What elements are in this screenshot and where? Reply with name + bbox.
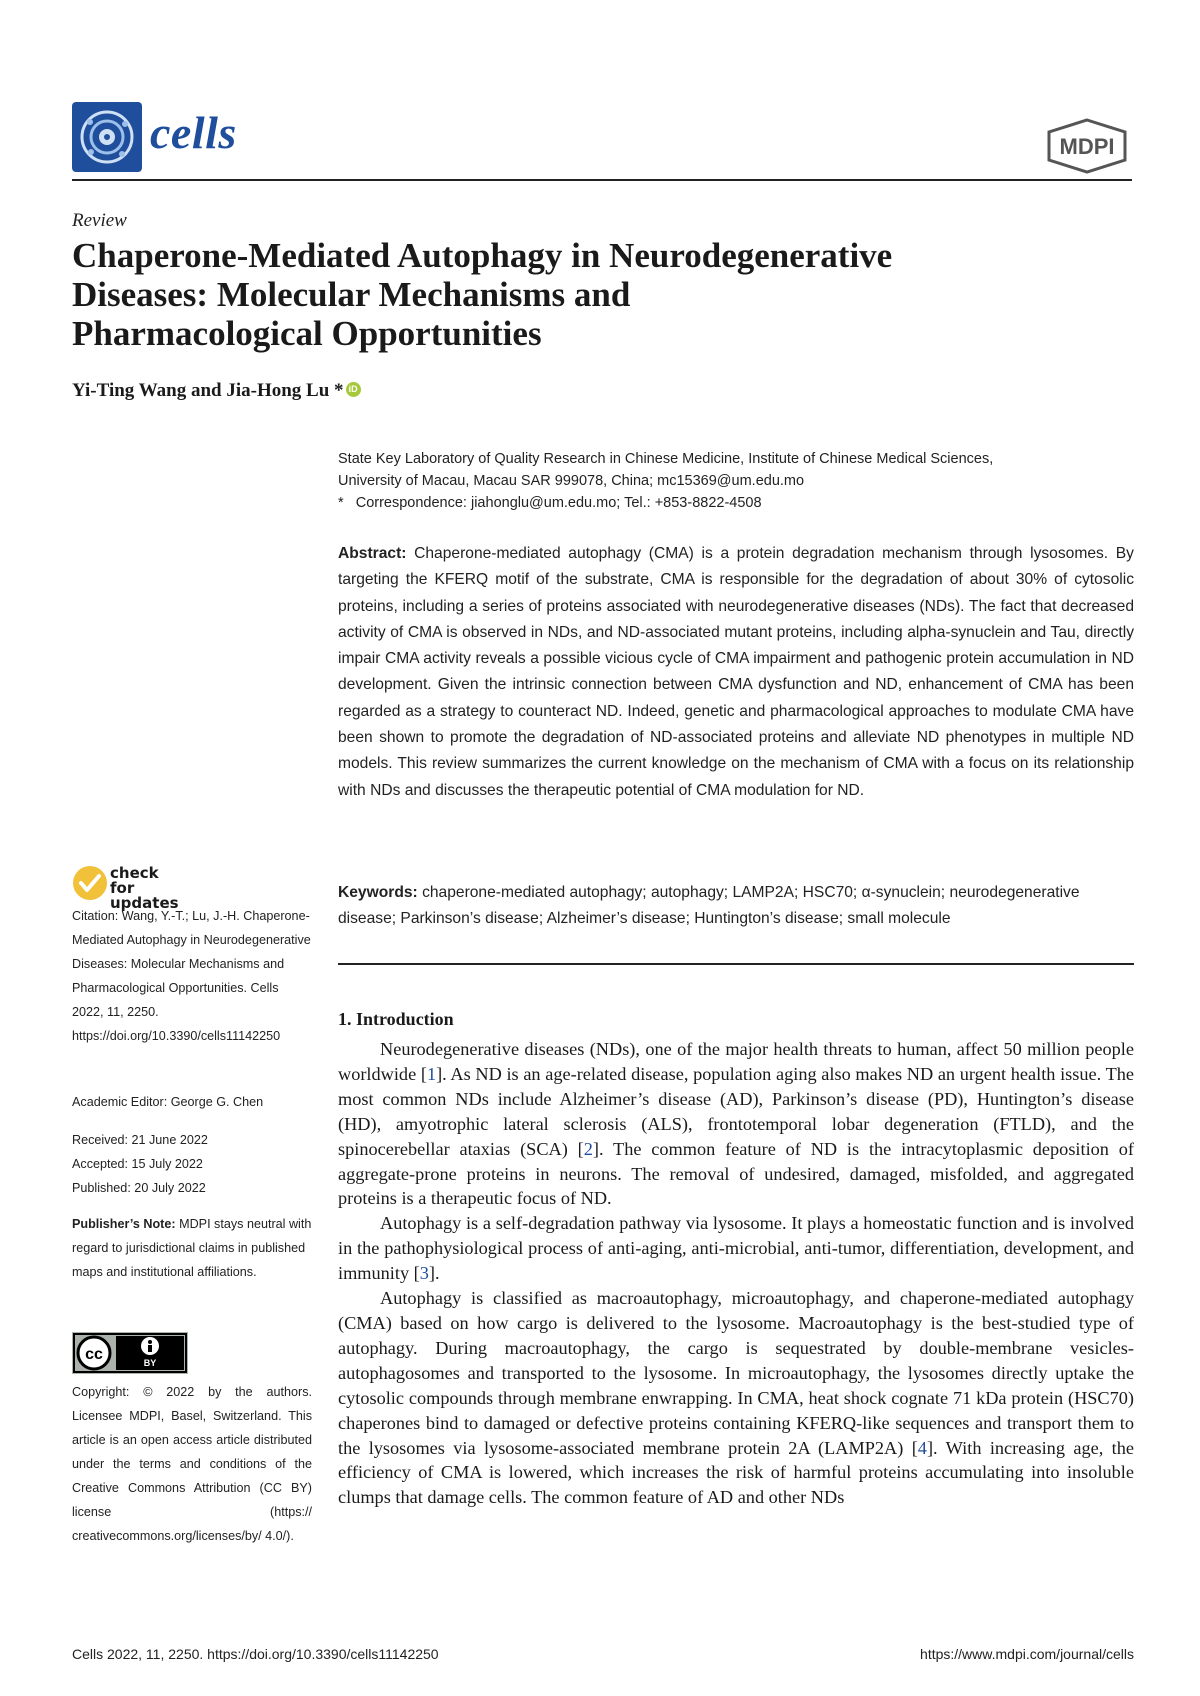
author-list xyxy=(72,380,361,402)
reference-link[interactable]: 2 xyxy=(583,1138,593,1159)
cc-by-license-icon[interactable] xyxy=(72,1332,188,1374)
publisher-note-text: MDPI stays neutral with regard to jurisdictional claims in published maps and institutional affiliations. xyxy=(72,1217,312,1279)
body-paragraph xyxy=(338,1037,1134,1211)
footer-journal-link[interactable]: https://www.mdpi.com/journal/cells xyxy=(920,1646,1134,1662)
journal-name: cells xyxy=(150,107,237,158)
check-for-updates-icon xyxy=(72,865,108,901)
title-line: Chaperone-Mediated Autophagy in Neurodegenerative xyxy=(72,236,893,275)
reference-link[interactable]: 4 xyxy=(917,1437,927,1458)
citation-block: Citation: Wang, Y.-T.; Lu, J.-H. Chaperone-Mediated Autophagy in Neurodegenerative Diseases: Molecular Mechanisms and Pharmacological Opportunities. Cells 2022, 11, 2250. https://doi.org/10.3390/cells11142250 xyxy=(72,909,311,1043)
keywords-label: Keywords: xyxy=(338,884,418,901)
published-date: Published: 20 July 2022 xyxy=(72,1181,206,1195)
orcid-icon[interactable]: iD xyxy=(346,382,361,397)
paragraph-text: Autophagy is classified as macroautophagy, microautophagy, and chaperone-mediated autophagy (CMA) based on how cargo is delivered to the lysosome. Macroautophagy is the best-studied type of autophagy. During macroautophagy, the cargo is sequestrated by double-membrane vesicles-autophagosomes and transported to the lysosome. In microautophagy, the lysosomes directly uptake the cytosolic compounds through membrane enwrapping. In CMA, heat shock cognate 71 kDa protein (HSC70) chaperones bind to damaged or defective proteins containing KFERQ-like sequences and transport them to the lysosomes via lysosome-associated membrane protein 2A (LAMP2A) [ xyxy=(338,1288,1134,1458)
authors-text: Yi-Ting Wang and Jia-Hong Lu * xyxy=(72,380,344,401)
abstract-label: Abstract: xyxy=(338,545,407,562)
by-text: BY xyxy=(143,1358,157,1368)
keywords-text: chaperone-mediated autophagy; autophagy; LAMP2A; HSC70; α-synuclein; neurodegenerative disease; Parkinson’s disease; Alzheimer’s disease; Huntington’s disease; small molecule xyxy=(338,884,1080,928)
received-date: Received: 21 June 2022 xyxy=(72,1133,208,1147)
paragraph-text: ]. xyxy=(428,1263,440,1284)
paragraph-text: ]. As ND is an age-related disease, population aging also makes ND an urgent health issue. The most common NDs include Alzheimer’s disease (AD), Parkinson’s disease (PD), Huntington’s disease (HD), amyotrophic lateral sclerosis (ALS), frontotemporal lobar degeneration (FTLD), and the spinocerebellar ataxias (SCA) [ xyxy=(338,1063,1134,1159)
article-type: Review xyxy=(72,210,127,231)
publisher-note-label: Publisher’s Note: xyxy=(72,1217,176,1231)
copyright-notice: Copyright: © 2022 by the authors. Licensee MDPI, Basel, Switzerland. This article is an open access article distributed under the terms and conditions of the Creative Commons Attribution (CC BY) license (https:// creativecommons.org/licenses/by/ 4.0/). xyxy=(72,1385,312,1543)
academic-editor: Academic Editor: George G. Chen xyxy=(72,1095,264,1109)
check-line-1: check for xyxy=(110,864,159,897)
keywords xyxy=(338,880,1134,933)
section-divider xyxy=(338,963,1134,965)
title-line: Pharmacological Opportunities xyxy=(72,314,542,353)
correspondence: * Correspondence: jiahonglu@um.edu.mo; Tel.: +853-8822-4508 xyxy=(338,495,762,511)
section-heading: 1. Introduction xyxy=(338,1009,454,1029)
body-paragraph xyxy=(338,1286,1134,1510)
publication-dates xyxy=(72,1128,312,1200)
body-paragraph xyxy=(338,1211,1134,1286)
paragraph-text: Neurodegenerative diseases (NDs), one of the major health threats to human, affect 50 million people worldwide [ xyxy=(338,1039,1134,1084)
affiliations xyxy=(338,448,1134,514)
publisher-note xyxy=(72,1212,312,1284)
paragraph-text: ]. The common feature of ND is the intracytoplasmic deposition of aggregate-prone proteins in neurons. The removal of undesired, damaged, misfolded, and aggregated proteins is a therapeutic focus of ND. xyxy=(338,1138,1135,1209)
article-title xyxy=(72,236,1072,353)
check-for-updates-badge[interactable] xyxy=(72,864,184,912)
affiliation-line: State Key Laboratory of Quality Research in Chinese Medicine, Institute of Chinese Medical Sciences, xyxy=(338,451,994,467)
title-line: Diseases: Molecular Mechanisms and xyxy=(72,275,631,314)
reference-link[interactable]: 3 xyxy=(419,1263,429,1284)
accepted-date: Accepted: 15 July 2022 xyxy=(72,1157,203,1171)
publisher-logo-text: MDPI xyxy=(1059,134,1115,159)
cc-text: cc xyxy=(85,1346,103,1363)
mdpi-publisher-logo-icon xyxy=(1043,118,1131,174)
affiliation-line: University of Macau, Macau SAR 999078, China; mc15369@um.edu.mo xyxy=(338,473,805,489)
header-divider xyxy=(72,179,1132,181)
abstract xyxy=(338,541,1134,804)
cells-journal-logo-icon xyxy=(72,102,154,172)
introduction-body xyxy=(338,1037,1134,1510)
check-line-2: updates xyxy=(110,894,179,912)
paragraph-text: Autophagy is a self-degradation pathway via lysosome. It plays a homeostatic function and is involved in the pathophysiological process of anti-aging, anti-microbial, anti-tumor, differentiation, development, and immunity [ xyxy=(338,1213,1134,1284)
abstract-text: Chaperone-mediated autophagy (CMA) is a protein degradation mechanism through lysosomes. By targeting the KFERQ motif of the substrate, CMA is responsible for the degradation of about 30% of cytosolic proteins, including a series of proteins associated with neurodegenerative diseases (NDs). The fact that decreased activity of CMA is observed in NDs, and ND-associated mutant proteins, including alpha-synuclein and Tau, directly impair CMA activity reveals a possible vicious cycle of CMA impairment and pathogenic protein accumulation in ND development. Given the intrinsic connection between CMA dysfunction and ND, enhancement of CMA has been regarded as a strategy to counteract ND. Indeed, genetic and pharmacological approaches to modulate CMA have been shown to promote the degradation of ND-associated proteins and alleviate ND phenotypes in multiple ND models. This review summarizes the current knowledge on the mechanism of CMA with a focus on its relationship with NDs and discusses the therapeutic potential of CMA modulation for ND. xyxy=(338,545,1134,799)
paragraph-text: ]. With increasing age, the efficiency of CMA is lowered, which increases the risk of harmful proteins accumulating into insoluble clumps that damage cells. The common feature of AD and other NDs xyxy=(338,1437,1134,1508)
footer-citation: Cells 2022, 11, 2250. https://doi.org/10.3390/cells11142250 xyxy=(72,1646,439,1662)
reference-link[interactable]: 1 xyxy=(426,1063,437,1084)
